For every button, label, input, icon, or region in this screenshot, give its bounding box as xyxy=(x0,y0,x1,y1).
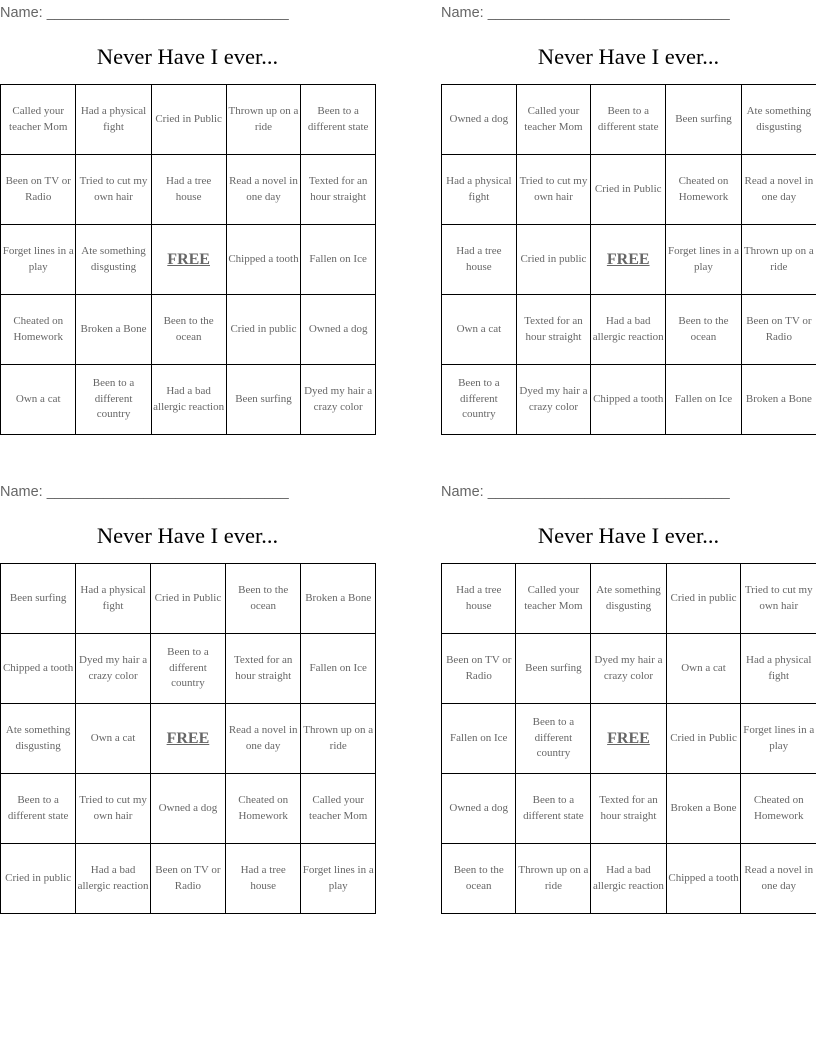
bingo-square[interactable]: Cheated on Homework xyxy=(1,295,76,365)
bingo-square[interactable]: Been to the ocean xyxy=(442,844,516,914)
grid-row xyxy=(442,365,816,435)
grid-row xyxy=(442,155,816,225)
name-field[interactable]: Name: ______________________________ xyxy=(441,484,730,500)
bingo-square[interactable]: Owned a dog xyxy=(442,85,517,155)
bingo-square[interactable]: Been to a different country xyxy=(150,634,225,704)
bingo-square[interactable]: Been to the ocean xyxy=(225,564,300,634)
bingo-square[interactable]: Texted for an hour straight xyxy=(516,295,590,365)
bingo-square[interactable]: Had a bad allergic reaction xyxy=(76,844,151,914)
bingo-grid xyxy=(441,563,816,914)
bingo-square[interactable]: Ate something disgusting xyxy=(1,704,76,774)
bingo-square[interactable]: Forget lines in a play xyxy=(1,225,76,295)
bingo-square[interactable]: Owned a dog xyxy=(442,774,516,844)
bingo-grid xyxy=(0,563,376,914)
bingo-square[interactable]: Had a physical fight xyxy=(76,564,151,634)
bingo-square[interactable]: Texted for an hour straight xyxy=(225,634,300,704)
bingo-square[interactable]: Had a bad allergic reaction xyxy=(151,365,226,435)
bingo-square[interactable]: Read a novel in one day xyxy=(741,155,816,225)
bingo-square[interactable]: Cried in Public xyxy=(150,564,225,634)
bingo-square[interactable]: Cried in public xyxy=(516,225,590,295)
bingo-square[interactable]: Been surfing xyxy=(226,365,301,435)
bingo-square[interactable]: Texted for an hour straight xyxy=(591,774,666,844)
grid-row xyxy=(1,704,376,774)
bingo-square[interactable]: Been on TV or Radio xyxy=(741,295,816,365)
card-title: Never Have I ever... xyxy=(96,523,279,548)
bingo-square[interactable]: Own a cat xyxy=(442,295,517,365)
bingo-square[interactable]: Read a novel in one day xyxy=(741,844,816,914)
bingo-card-4 xyxy=(441,481,816,917)
bingo-square[interactable]: Tried to cut my own hair xyxy=(741,564,816,634)
bingo-grid xyxy=(441,84,816,435)
card-title: Never Have I ever... xyxy=(537,523,720,548)
grid-row xyxy=(1,85,376,155)
grid-row xyxy=(442,295,816,365)
bingo-square[interactable]: Cried in public xyxy=(666,564,741,634)
bingo-square[interactable]: Own a cat xyxy=(76,704,151,774)
bingo-square[interactable]: Been on TV or Radio xyxy=(150,844,225,914)
bingo-square[interactable]: Cried in Public xyxy=(151,85,226,155)
bingo-square[interactable]: Dyed my hair a crazy color xyxy=(76,634,151,704)
bingo-square[interactable]: Had a physical fight xyxy=(76,85,151,155)
bingo-square[interactable]: Cried in Public xyxy=(591,155,666,225)
grid-row xyxy=(1,774,376,844)
free-space[interactable]: FREE xyxy=(591,225,666,295)
bingo-square[interactable]: Forget lines in a play xyxy=(666,225,741,295)
bingo-square[interactable]: Been to the ocean xyxy=(151,295,226,365)
bingo-square[interactable]: Chipped a tooth xyxy=(1,634,76,704)
bingo-square[interactable]: Had a bad allergic reaction xyxy=(591,844,666,914)
bingo-card-1 xyxy=(0,2,376,438)
bingo-square[interactable]: Thrown up on a ride xyxy=(741,225,816,295)
bingo-square[interactable]: Been to the ocean xyxy=(666,295,741,365)
bingo-square[interactable]: Thrown up on a ride xyxy=(516,844,591,914)
grid-row xyxy=(1,564,376,634)
grid-row xyxy=(1,225,376,295)
grid-row xyxy=(442,634,816,704)
bingo-square[interactable]: Read a novel in one day xyxy=(225,704,300,774)
bingo-square[interactable]: Had a tree house xyxy=(442,225,517,295)
bingo-square[interactable]: Chipped a tooth xyxy=(666,844,741,914)
grid-row xyxy=(442,85,816,155)
name-field[interactable]: Name: ______________________________ xyxy=(0,5,289,21)
bingo-square[interactable]: Been to a different country xyxy=(516,704,591,774)
grid-row xyxy=(1,295,376,365)
bingo-square[interactable]: Broken a Bone xyxy=(666,774,741,844)
grid-row xyxy=(442,844,816,914)
bingo-square[interactable]: Called your teacher Mom xyxy=(516,85,590,155)
bingo-square[interactable]: Owned a dog xyxy=(301,295,376,365)
bingo-square[interactable]: Forget lines in a play xyxy=(301,844,376,914)
bingo-square[interactable]: Read a novel in one day xyxy=(226,155,301,225)
bingo-square[interactable]: Been on TV or Radio xyxy=(1,155,76,225)
grid-row xyxy=(1,844,376,914)
bingo-square[interactable]: Broken a Bone xyxy=(76,295,151,365)
bingo-square[interactable]: Had a physical fight xyxy=(442,155,517,225)
bingo-square[interactable]: Had a tree house xyxy=(442,564,516,634)
bingo-square[interactable]: Been to a different state xyxy=(1,774,76,844)
bingo-square[interactable]: Chipped a tooth xyxy=(591,365,666,435)
bingo-square[interactable]: Broken a Bone xyxy=(301,564,376,634)
grid-row xyxy=(442,225,816,295)
bingo-square[interactable]: Dyed my hair a crazy color xyxy=(591,634,666,704)
bingo-square[interactable]: Been to a different country xyxy=(442,365,517,435)
bingo-square[interactable]: Cried in Public xyxy=(666,704,741,774)
bingo-square[interactable]: Broken a Bone xyxy=(741,365,816,435)
bingo-square[interactable]: Been surfing xyxy=(1,564,76,634)
bingo-square[interactable]: Thrown up on a ride xyxy=(301,704,376,774)
bingo-square[interactable]: Fallen on Ice xyxy=(301,225,376,295)
bingo-card-3 xyxy=(0,481,376,917)
bingo-square[interactable]: Been to a different state xyxy=(591,85,666,155)
bingo-square[interactable]: Been to a different country xyxy=(76,365,151,435)
bingo-square[interactable]: Fallen on Ice xyxy=(666,365,741,435)
bingo-square[interactable]: Own a cat xyxy=(666,634,741,704)
grid-row xyxy=(442,564,816,634)
bingo-square[interactable]: Dyed my hair a crazy color xyxy=(516,365,590,435)
grid-row xyxy=(1,365,376,435)
bingo-square[interactable]: Been on TV or Radio xyxy=(442,634,516,704)
bingo-square[interactable]: Tried to cut my own hair xyxy=(76,155,151,225)
free-space[interactable]: FREE xyxy=(150,704,225,774)
bingo-square[interactable]: Had a tree house xyxy=(151,155,226,225)
bingo-square[interactable]: Been to a different state xyxy=(301,85,376,155)
bingo-square[interactable]: Ate something disgusting xyxy=(741,85,816,155)
bingo-grid xyxy=(0,84,376,435)
bingo-square[interactable]: Thrown up on a ride xyxy=(226,85,301,155)
bingo-square[interactable]: Been to a different state xyxy=(516,774,591,844)
bingo-square[interactable]: Cried in public xyxy=(1,844,76,914)
bingo-square[interactable]: Tried to cut my own hair xyxy=(516,155,590,225)
name-field[interactable]: Name: ______________________________ xyxy=(441,5,730,21)
bingo-square[interactable]: Cheated on Homework xyxy=(225,774,300,844)
bingo-square[interactable]: Cheated on Homework xyxy=(741,774,816,844)
free-space[interactable]: FREE xyxy=(151,225,226,295)
bingo-square[interactable]: Ate something disgusting xyxy=(76,225,151,295)
free-space[interactable]: FREE xyxy=(591,704,666,774)
bingo-square[interactable]: Had a bad allergic reaction xyxy=(591,295,666,365)
bingo-square[interactable]: Dyed my hair a crazy color xyxy=(301,365,376,435)
bingo-square[interactable]: Own a cat xyxy=(1,365,76,435)
bingo-square[interactable]: Ate something disgusting xyxy=(591,564,666,634)
name-field[interactable]: Name: ______________________________ xyxy=(0,484,289,500)
grid-row xyxy=(442,704,816,774)
bingo-square[interactable]: Fallen on Ice xyxy=(442,704,516,774)
bingo-square[interactable]: Had a tree house xyxy=(225,844,300,914)
card-title: Never Have I ever... xyxy=(96,44,279,69)
bingo-square[interactable]: Called your teacher Mom xyxy=(1,85,76,155)
grid-row xyxy=(442,774,816,844)
bingo-square[interactable]: Forget lines in a play xyxy=(741,704,816,774)
bingo-square[interactable]: Tried to cut my own hair xyxy=(76,774,151,844)
bingo-square[interactable]: Fallen on Ice xyxy=(301,634,376,704)
bingo-square[interactable]: Been surfing xyxy=(666,85,741,155)
bingo-square[interactable]: Been surfing xyxy=(516,634,591,704)
bingo-square[interactable]: Chipped a tooth xyxy=(226,225,301,295)
bingo-card-2 xyxy=(441,2,816,438)
bingo-square[interactable]: Had a physical fight xyxy=(741,634,816,704)
grid-row xyxy=(1,155,376,225)
bingo-square[interactable]: Texted for an hour straight xyxy=(301,155,376,225)
bingo-square[interactable]: Cried in public xyxy=(226,295,301,365)
bingo-square[interactable]: Cheated on Homework xyxy=(666,155,741,225)
card-title: Never Have I ever... xyxy=(537,44,720,69)
bingo-square[interactable]: Called your teacher Mom xyxy=(516,564,591,634)
grid-row xyxy=(1,634,376,704)
bingo-square[interactable]: Owned a dog xyxy=(150,774,225,844)
bingo-square[interactable]: Called your teacher Mom xyxy=(301,774,376,844)
